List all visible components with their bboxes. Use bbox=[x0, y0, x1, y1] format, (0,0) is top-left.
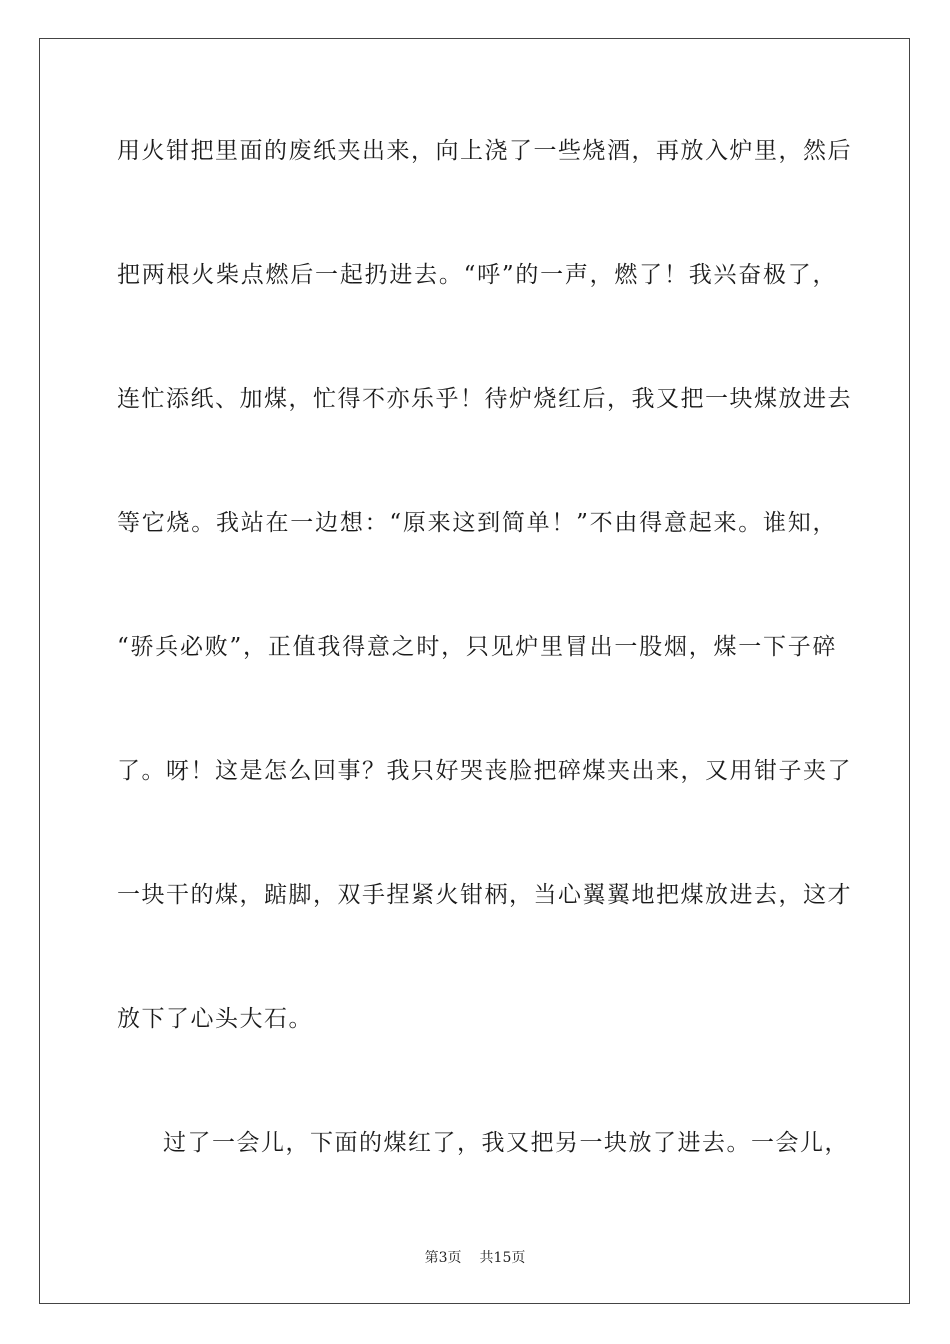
text-line-4: 等它烧。我站在一边想：“原来这到简单！”不由得意起来。谁知， bbox=[117, 510, 837, 536]
page-border bbox=[39, 38, 910, 1304]
page-number: 第3页 bbox=[424, 1250, 462, 1266]
text-line-2: 把两根火柴点燃后一起扔进去。“呼”的一声，燃了！我兴奋极了， bbox=[117, 262, 837, 288]
text-line-8: 放下了心头大石。 bbox=[117, 1006, 313, 1032]
page-footer bbox=[0, 1249, 950, 1267]
text-line-9: 过了一会儿，下面的煤红了，我又把另一块放了进去。一会儿， bbox=[163, 1130, 849, 1156]
text-line-3: 连忙添纸、加煤，忙得不亦乐乎！待炉烧红后，我又把一块煤放进去 bbox=[117, 386, 852, 412]
text-line-5: “骄兵必败”，正值我得意之时，只见炉里冒出一股烟，煤一下子碎 bbox=[117, 634, 837, 660]
text-line-1: 用火钳把里面的废纸夹出来，向上浇了一些烧酒，再放入炉里，然后 bbox=[117, 138, 852, 164]
page-total: 共15页 bbox=[479, 1250, 526, 1266]
text-line-7: 一块干的煤，踮脚，双手捏紧火钳柄，当心翼翼地把煤放进去，这才 bbox=[117, 882, 852, 908]
text-line-6: 了。呀！这是怎么回事？我只好哭丧脸把碎煤夹出来，又用钳子夹了 bbox=[117, 758, 852, 784]
